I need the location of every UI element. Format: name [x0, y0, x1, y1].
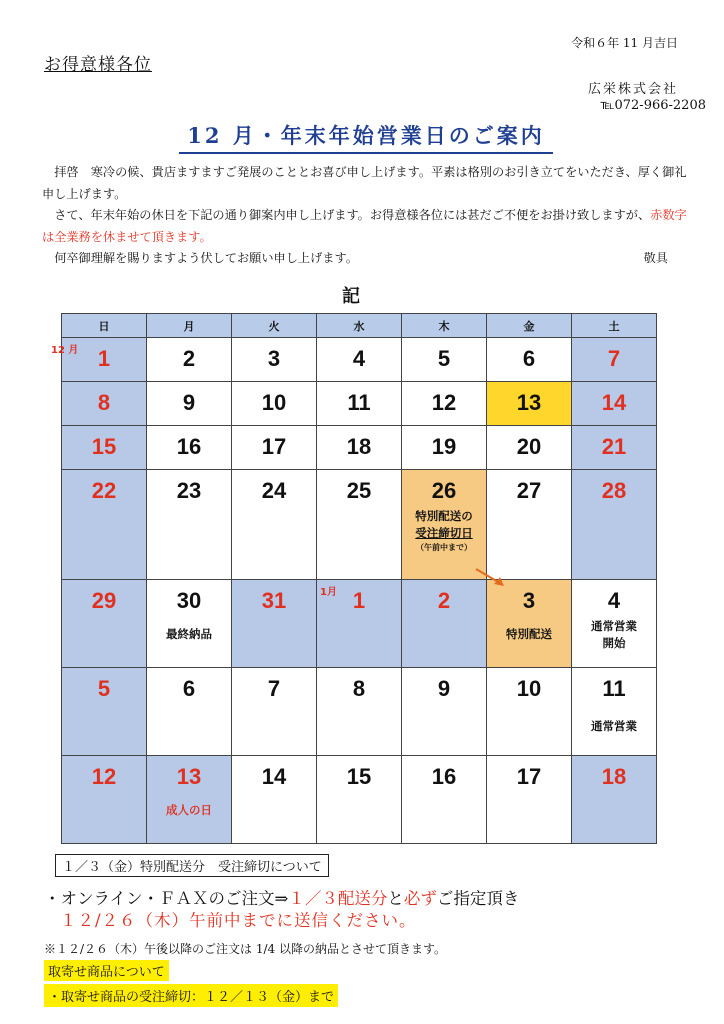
- day-cell-dec-25: [317, 470, 402, 580]
- day-number: 3: [267, 346, 281, 371]
- ki-heading: 記: [342, 286, 360, 307]
- day-cell-dec-18: [317, 426, 402, 470]
- day-cell-dec-3: [232, 338, 317, 382]
- day-number: 1: [97, 346, 111, 371]
- regular-business-note: 通常営業: [591, 619, 637, 633]
- title-wrapper: [60, 120, 672, 154]
- recipient: お得意様各位: [44, 55, 152, 75]
- day-number: 1: [352, 588, 366, 613]
- day-cell-dec-20: [487, 426, 572, 470]
- arrow-shaft: [476, 569, 500, 583]
- day-number: 26: [431, 478, 457, 503]
- order-deadline-note: 受注締切日: [415, 526, 473, 540]
- day-number: 16: [176, 434, 202, 459]
- online-text-a: ・オンライン・ＦＡＸのご注文⇒: [44, 889, 289, 908]
- day-number: 10: [516, 676, 542, 701]
- coming-of-age-day-note: 成人の日: [166, 803, 212, 817]
- day-cell-dec-5: [402, 338, 487, 382]
- weekday-fri: 金: [487, 314, 572, 338]
- day-number: 24: [261, 478, 287, 503]
- week-row-2: [62, 382, 657, 426]
- month-tag-jan: 1月: [320, 587, 337, 598]
- letter-body: [42, 162, 692, 270]
- day-number: 28: [601, 478, 627, 503]
- day-cell-jan-13: [147, 756, 232, 844]
- day-number: 17: [516, 764, 542, 789]
- week-row-7: [62, 756, 657, 844]
- weekday-sun: 日: [62, 314, 147, 338]
- day-cell-dec-12: [402, 382, 487, 426]
- day-cell-dec-17: [232, 426, 317, 470]
- day-cell-jan-6: [147, 668, 232, 756]
- weekday-thu: 木: [402, 314, 487, 338]
- special-delivery-label: 特別配送: [506, 627, 552, 641]
- day-number: 9: [437, 676, 451, 701]
- document-title: 12 月・年末年始営業日のご案内: [179, 120, 553, 154]
- day-cell-jan-5: [62, 668, 147, 756]
- day-number: 19: [431, 434, 457, 459]
- day-number: 5: [97, 676, 111, 701]
- day-number: 12: [431, 390, 457, 415]
- day-cell-dec-6: [487, 338, 572, 382]
- day-number: 5: [437, 346, 451, 371]
- day-number: 13: [516, 390, 542, 415]
- issue-date: 令和６年 11 月吉日: [571, 36, 678, 50]
- day-number: 11: [347, 390, 371, 415]
- day-cell-dec-29: [62, 580, 147, 668]
- day-cell-dec-26: [402, 470, 487, 580]
- day-cell-jan-18: [572, 756, 657, 844]
- day-number: 21: [601, 434, 627, 459]
- day-number: 4: [607, 588, 621, 613]
- week-row-3: [62, 426, 657, 470]
- weekday-sat: 土: [572, 314, 657, 338]
- day-number: 18: [601, 764, 627, 789]
- late-order-footnote: ※１２/２６（木）午後以降のご注文は 1/4 以降の納品とさせて頂きます。: [44, 942, 447, 956]
- special-delivery-note: 特別配送の: [415, 509, 473, 523]
- day-cell-jan-9: [402, 668, 487, 756]
- day-cell-dec-11: [317, 382, 402, 426]
- day-cell-jan-1: [317, 580, 402, 668]
- day-number: 8: [352, 676, 366, 701]
- day-number: 14: [261, 764, 287, 789]
- day-cell-jan-8: [317, 668, 402, 756]
- day-cell-dec-21: [572, 426, 657, 470]
- day-number: 15: [346, 764, 372, 789]
- weekday-mon: 月: [147, 314, 232, 338]
- day-number: 8: [97, 390, 111, 415]
- day-number: 7: [267, 676, 281, 701]
- order-items-heading: 取寄せ商品について: [44, 960, 169, 981]
- day-number: 27: [516, 478, 542, 503]
- day-number: 30: [176, 588, 202, 613]
- day-cell-dec-8: [62, 382, 147, 426]
- deadline-section-heading: １／３（金）特別配送分 受注締切について: [55, 854, 329, 877]
- day-number: 11: [602, 676, 626, 701]
- morning-only-note: （午前中まで）: [416, 543, 472, 552]
- notice-text: さて、年末年始の休日を下記の通り御案内申し上げます。お得意様各位には甚だご不便をお掛け致しますが、: [54, 208, 651, 222]
- day-number: 17: [261, 434, 287, 459]
- day-cell-dec-13: [487, 382, 572, 426]
- day-cell-jan-17: [487, 756, 572, 844]
- week-row-6: [62, 668, 657, 756]
- day-number: 10: [261, 390, 287, 415]
- day-cell-dec-2: [147, 338, 232, 382]
- day-cell-dec-4: [317, 338, 402, 382]
- paragraph-greeting: [42, 162, 692, 205]
- day-cell-dec-14: [572, 382, 657, 426]
- day-number: 23: [176, 478, 202, 503]
- day-number: 31: [261, 588, 287, 613]
- greeting-text: 拝啓 寒冷の候、貴店ますますご発展のこととお喜び申し上げます。平素は格別のお引き立てをいただき、厚く御礼申し上げます。: [42, 165, 687, 201]
- day-cell-jan-3: [487, 580, 572, 668]
- day-number: 22: [91, 478, 117, 503]
- day-number: 29: [91, 588, 117, 613]
- day-number: 2: [182, 346, 196, 371]
- day-cell-dec-7: [572, 338, 657, 382]
- day-cell-dec-22: [62, 470, 147, 580]
- day-number: 16: [431, 764, 457, 789]
- paragraph-notice: [42, 205, 692, 248]
- weekday-tue: 火: [232, 314, 317, 338]
- day-cell-dec-24: [232, 470, 317, 580]
- day-cell-dec-23: [147, 470, 232, 580]
- company-phone: ℡072-966-2208: [600, 98, 706, 113]
- day-cell-dec-27: [487, 470, 572, 580]
- deadline-arrow-icon: [470, 565, 510, 589]
- online-fax-instruction: [44, 888, 519, 910]
- day-cell-jan-12: [62, 756, 147, 844]
- day-number: 20: [516, 434, 542, 459]
- online-text-c: ご指定頂き: [436, 889, 520, 908]
- start-note: 開始: [602, 636, 626, 650]
- order-items-deadline: ・取寄せ商品の受注締切：１２／１３（金）まで: [44, 984, 338, 1007]
- day-cell-dec-30: [147, 580, 232, 668]
- day-number: 14: [601, 390, 627, 415]
- paragraph-request: [42, 248, 692, 270]
- company-name: 広栄株式会社: [587, 82, 678, 97]
- calendar-table: [51, 313, 657, 844]
- day-cell-jan-11: [572, 668, 657, 756]
- notice-red-text: 赤数字は全業務を休ませて頂きます。: [42, 208, 687, 244]
- online-red-must: 必ず: [403, 889, 437, 908]
- day-number: 3: [522, 588, 536, 613]
- day-cell-dec-10: [232, 382, 317, 426]
- request-text: 何卒御理解を賜りますよう伏してお願い申し上げます。: [54, 251, 358, 265]
- day-number: 7: [607, 346, 621, 371]
- day-cell-dec-15: [62, 426, 147, 470]
- day-cell-jan-10: [487, 668, 572, 756]
- day-number: 25: [346, 478, 372, 503]
- day-cell-jan-2: [402, 580, 487, 668]
- day-number: 12: [91, 764, 117, 789]
- day-cell-dec-9: [147, 382, 232, 426]
- day-cell-jan-15: [317, 756, 402, 844]
- day-cell-dec-19: [402, 426, 487, 470]
- week-row-5: [62, 580, 657, 668]
- day-cell-jan-14: [232, 756, 317, 844]
- day-number: 6: [182, 676, 196, 701]
- final-delivery-note: 最終納品: [166, 627, 212, 641]
- day-number: 9: [182, 390, 196, 415]
- day-number: 15: [91, 434, 117, 459]
- day-cell-jan-16: [402, 756, 487, 844]
- online-text-b: と: [387, 889, 404, 908]
- day-cell-dec-28: [572, 470, 657, 580]
- day-cell-dec-16: [147, 426, 232, 470]
- day-cell-jan-7: [232, 668, 317, 756]
- week-row-1: [62, 338, 657, 382]
- day-cell-dec-1: [51, 338, 147, 382]
- day-number: 6: [522, 346, 536, 371]
- day-cell-jan-4: [572, 580, 657, 668]
- weekday-wed: 水: [317, 314, 402, 338]
- day-number: 4: [352, 346, 366, 371]
- weekday-header-row: [62, 314, 657, 338]
- online-red-delivery: １／３配送分: [288, 889, 388, 908]
- week-row-4: [62, 470, 657, 580]
- day-number: 13: [176, 764, 202, 789]
- month-tag-dec: 12 月: [51, 345, 79, 356]
- closing-word: 敬具: [643, 251, 668, 265]
- regular-business-note: 通常営業: [591, 719, 637, 733]
- day-cell-dec-31: [232, 580, 317, 668]
- day-number: 2: [437, 588, 451, 613]
- online-deadline-line: １２/２６（木）午前中までに送信ください。: [60, 911, 417, 930]
- day-number: 18: [346, 434, 372, 459]
